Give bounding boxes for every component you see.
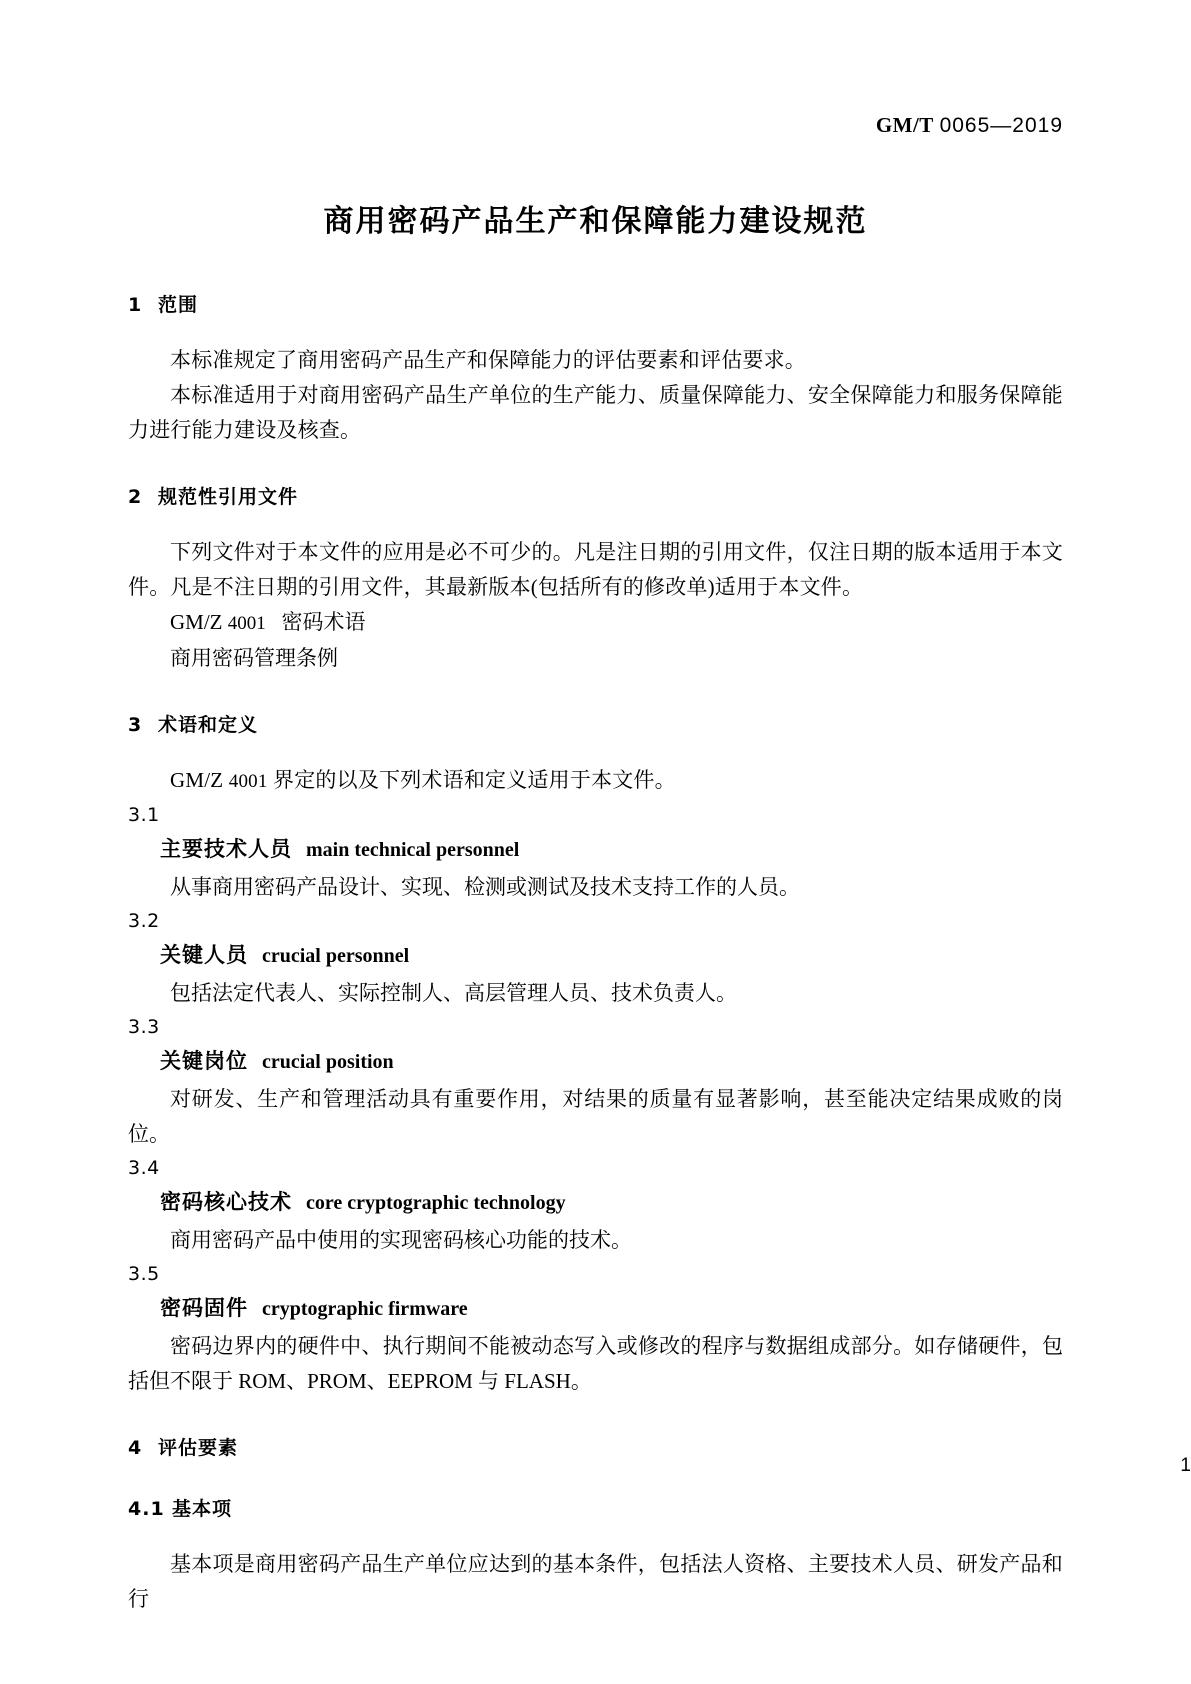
clause-3-intro-rest: 界定的以及下列术语和定义适用于本文件。	[273, 768, 676, 792]
term-cn-3-1: 主要技术人员	[160, 837, 292, 861]
term-title-3-1	[128, 831, 1063, 870]
clause-4-1-paragraph-1: 基本项是商用密码产品生产单位应达到的基本条件，包括法人资格、主要技术人员、研发产品和行	[128, 1552, 1063, 1611]
clause-2-paragraph-1: 下列文件对于本文件的应用是必不可少的。凡是注日期的引用文件，仅注日期的版本适用于本文件。凡是不注日期的引用文件，其最新版本(包括所有的修改单)适用于本文件。	[128, 540, 1063, 599]
term-number-3-5: 3.5	[128, 1263, 160, 1285]
term-en-3-5: cryptographic firmware	[262, 1298, 468, 1320]
term-definition-3-2: 包括法定代表人、实际控制人、高层管理人员、技术负责人。	[170, 981, 737, 1005]
term-number-3-1: 3.1	[128, 804, 160, 826]
clause-number-3: 3	[128, 714, 143, 736]
clause-title-4: 评估要素	[158, 1437, 239, 1459]
running-header	[876, 113, 1063, 138]
normative-reference-1	[128, 605, 1063, 641]
term-number-3-2: 3.2	[128, 910, 160, 932]
term-definition-3-1: 从事商用密码产品设计、实现、检测或测试及技术支持工作的人员。	[170, 875, 800, 899]
standard-code: GM/T	[875, 113, 934, 137]
term-cn-3-4: 密码核心技术	[160, 1190, 292, 1214]
clause-3-intro	[128, 763, 1063, 799]
clause-number-2: 2	[128, 486, 143, 508]
term-cn-3-3: 关键岗位	[160, 1049, 248, 1073]
term-number-3-3: 3.3	[128, 1016, 160, 1038]
clause-number-4-1: 4.1	[128, 1498, 165, 1520]
page-number: 1	[1180, 1455, 1191, 1476]
clause-heading-3	[128, 710, 1063, 737]
reference-1-title: 密码术语	[281, 610, 366, 634]
term-title-3-2	[128, 937, 1063, 976]
clause-title-1: 范围	[158, 294, 199, 316]
clause-3-intro-code: GM/Z 4001	[170, 768, 268, 792]
clause-heading-1	[128, 290, 1063, 317]
term-definition-3-4: 商用密码产品中使用的实现密码核心功能的技术。	[170, 1228, 632, 1252]
clause-heading-4-1	[128, 1494, 1063, 1521]
term-definition-3-3: 对研发、生产和管理活动具有重要作用，对结果的质量有显著影响，甚至能决定结果成败的岗位。	[128, 1087, 1063, 1146]
term-definition-3-5: 密码边界内的硬件中、执行期间不能被动态写入或修改的程序与数据组成部分。如存储硬件，包括但不限于 ROM、PROM、EEPROM 与 FLASH。	[128, 1334, 1063, 1393]
document-body	[128, 290, 1063, 1617]
clause-title-2: 规范性引用文件	[158, 486, 299, 508]
term-en-3-1: main technical personnel	[306, 839, 520, 861]
term-en-3-3: crucial position	[262, 1051, 394, 1073]
clause-heading-4	[128, 1433, 1063, 1460]
term-en-3-2: crucial personnel	[262, 945, 410, 967]
clause-1-paragraph-1: 本标准规定了商用密码产品生产和保障能力的评估要素和评估要求。	[170, 348, 806, 372]
term-title-3-3	[128, 1043, 1063, 1082]
document-title: 商用密码产品生产和保障能力建设规范	[323, 204, 868, 239]
term-en-3-4: core cryptographic technology	[306, 1192, 566, 1214]
clause-heading-2	[128, 482, 1063, 509]
clause-title-4-1: 基本项	[172, 1498, 233, 1520]
term-title-3-5	[128, 1290, 1063, 1329]
clause-number-1: 1	[128, 294, 143, 316]
term-cn-3-5: 密码固件	[160, 1296, 248, 1320]
clause-number-4: 4	[128, 1437, 143, 1459]
term-number-3-4: 3.4	[128, 1157, 160, 1179]
clause-title-3: 术语和定义	[158, 714, 259, 736]
clause-1-paragraph-2: 本标准适用于对商用密码产品生产单位的生产能力、质量保障能力、安全保障能力和服务保障能力进行能力建设及核查。	[128, 383, 1063, 442]
reference-1-code: GM/Z 4001	[170, 610, 266, 634]
standard-number: 0065—2019	[939, 114, 1063, 137]
term-title-3-4	[128, 1184, 1063, 1223]
reference-2-title: 商用密码管理条例	[170, 646, 338, 670]
term-cn-3-2: 关键人员	[160, 943, 248, 967]
normative-reference-2	[128, 641, 1063, 676]
